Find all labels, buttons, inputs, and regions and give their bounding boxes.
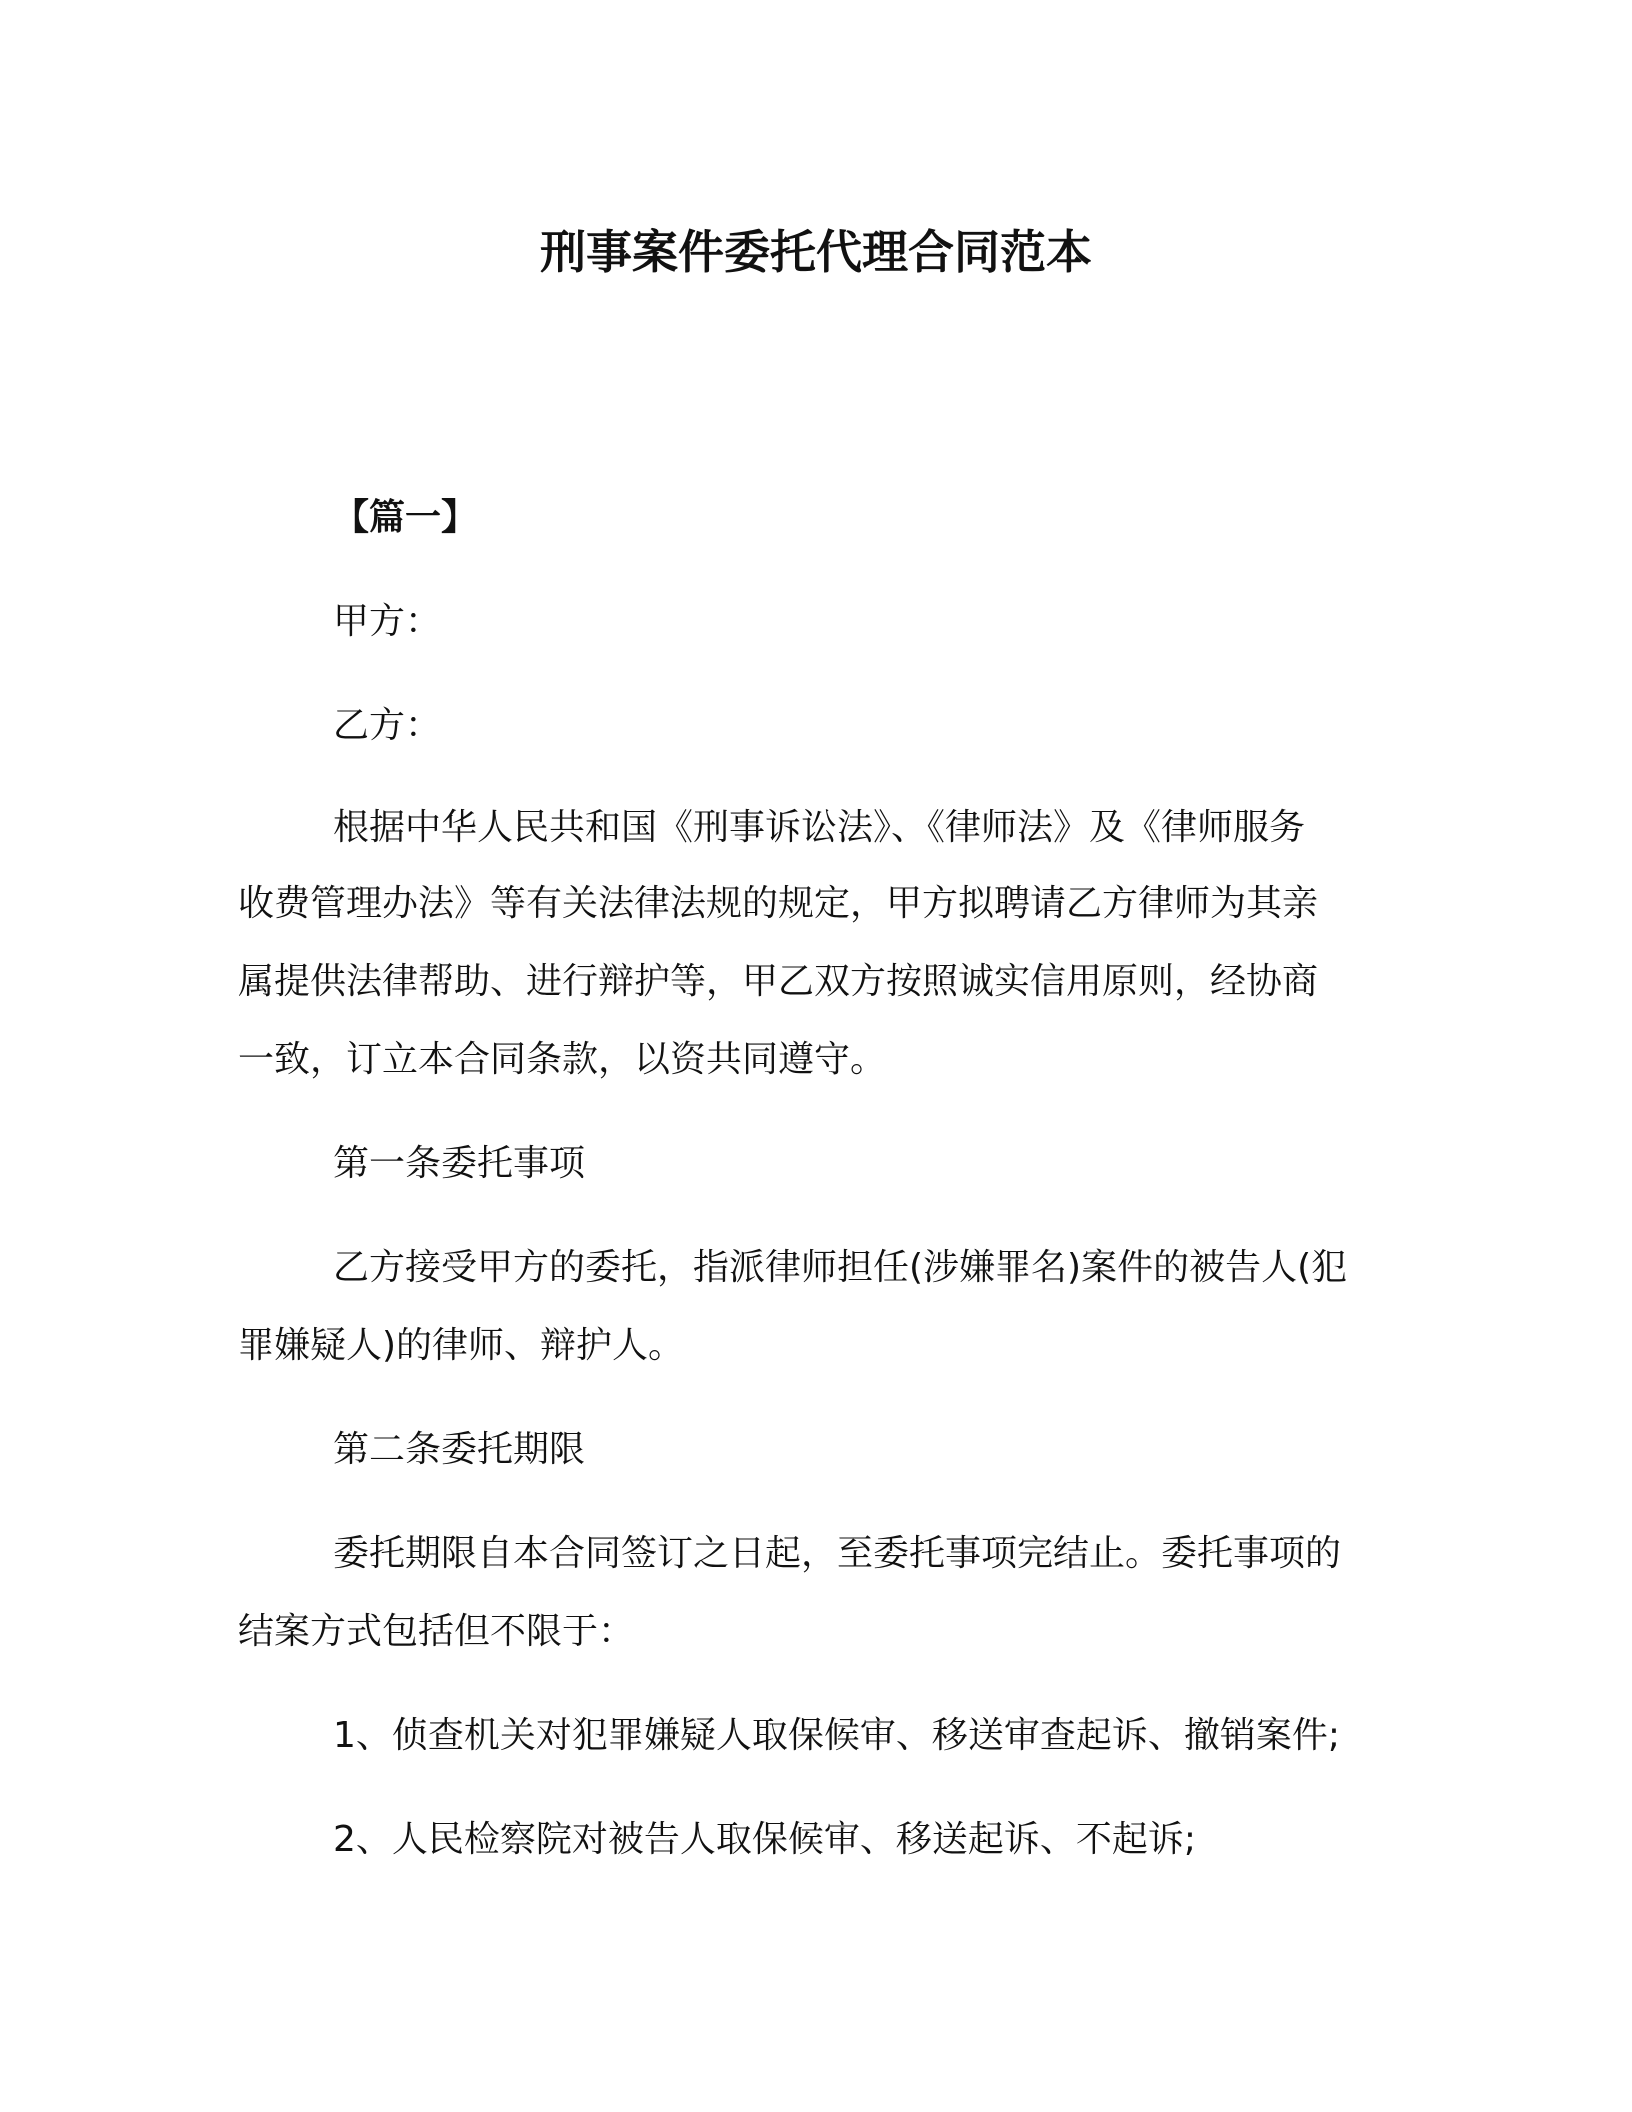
preamble-line: 一致，订立本合同条款，以资共同遵守。 — [238, 1039, 887, 1080]
article-1-line: 乙方接受甲方的委托，指派律师担任(涉嫌罪名)案件的被告人(犯 — [333, 1247, 1348, 1288]
list-item: 2、人民检察院对被告人取保候审、移送起诉、不起诉; — [333, 1819, 1197, 1860]
preamble-line: 根据中华人民共和国《刑事诉讼法》、《律师法》及《律师服务 — [333, 807, 1306, 848]
article-1-heading: 第一条委托事项 — [333, 1143, 586, 1184]
party-b-label: 乙方： — [333, 705, 442, 746]
party-a-label: 甲方： — [333, 601, 442, 642]
document-title: 刑事案件委托代理合同范本 — [540, 225, 1092, 279]
article-2-line: 委托期限自本合同签订之日起，至委托事项完结止。委托事项的 — [333, 1533, 1342, 1574]
section-label: 【篇一】 — [333, 497, 478, 538]
article-1-line: 罪嫌疑人)的律师、辩护人。 — [238, 1325, 685, 1366]
preamble-line: 属提供法律帮助、进行辩护等，甲乙双方按照诚实信用原则，经协商 — [238, 961, 1319, 1002]
list-item: 1、侦查机关对犯罪嫌疑人取保候审、移送审查起诉、撤销案件; — [333, 1715, 1341, 1756]
article-2-line: 结案方式包括但不限于： — [238, 1611, 635, 1652]
preamble-line: 收费管理办法》等有关法律法规的规定，甲方拟聘请乙方律师为其亲 — [238, 883, 1319, 924]
article-2-heading: 第二条委托期限 — [333, 1429, 586, 1470]
